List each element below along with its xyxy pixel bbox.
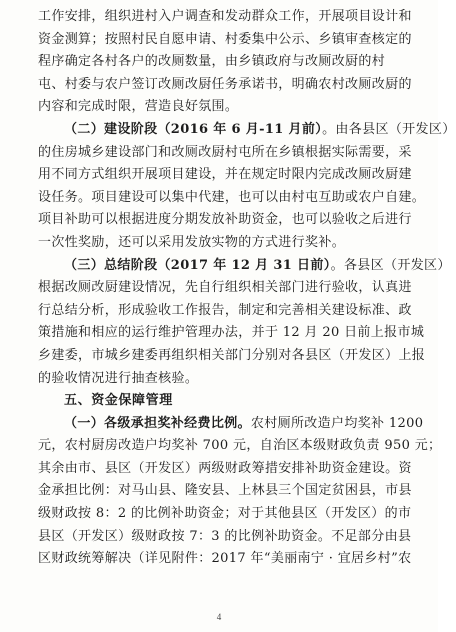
text-line: 县区（开发区）级财政按 7：3 的比例补助资金。不足部分由县 bbox=[38, 528, 412, 544]
paragraph-first-line bbox=[38, 255, 451, 278]
paragraph-preparation-continued bbox=[38, 6, 410, 119]
text-line: 的住房城乡建设部门和改厕改厨村屯所在乡镇根据实际需要，采 bbox=[38, 144, 412, 160]
text-line: 的验收情况进行抽查核验。 bbox=[38, 370, 199, 386]
text-line: 屯、村委与农户签订改厕改厨任务承诺书，明确农村改厕改厨的 bbox=[38, 76, 412, 92]
text-line: 内容和完成时限，营造良好氛围。 bbox=[38, 99, 239, 115]
text-line: 工作安排，组织进村入户调查和发动群众工作，开展项目设计和 bbox=[38, 9, 412, 24]
page-number: 4 bbox=[216, 612, 222, 622]
document-body bbox=[38, 6, 456, 571]
funding-ratio-lead: 农村厕所改造户均奖补 1200 bbox=[250, 415, 424, 431]
text-line: 行总结分析，形成验收工作报告，制定和完善相关建设标准、政 bbox=[38, 302, 412, 318]
text-line: 设任务。项目建设可以集中代建，也可以由村屯互助或农户自建。 bbox=[38, 189, 426, 205]
paragraph-first-line bbox=[38, 413, 424, 436]
text-line: 元，农村厨房改造户均奖补 700 元，自治区本级财政负责 950 元； bbox=[38, 438, 442, 454]
text-line: 用不同方式组织开展项目建设，并在规定时限内完成改厕改厨建 bbox=[38, 167, 412, 183]
text-line: 区财政统筹解决（详见附件：2017 年“美丽南宁 · 宜居乡村”农 bbox=[38, 551, 412, 567]
text-line: 级财政按 8：2 的比例补助资金；对于其他县区（开发区）的市 bbox=[38, 506, 412, 522]
text-line: 其余由市、县区（开发区）两级财政筹措安排补助资金建设。资 bbox=[38, 460, 412, 476]
funding-ratio-heading: （一）各级承担奖补经费比例。 bbox=[64, 415, 251, 431]
text-line: 乡建委，市城乡建委再组织相关部门分别对各县区（开发区）上报 bbox=[38, 347, 426, 363]
text-line: 程序确定各村各户的改厕数量，由乡镇政府与改厕改厨的村 bbox=[38, 54, 386, 70]
text-line: 项目补助可以根据进度分期发放补助资金，也可以验收之后进行 bbox=[38, 212, 412, 228]
summary-stage-lead: 。各县区（开发区） bbox=[330, 257, 451, 273]
paragraph-first-line bbox=[38, 119, 456, 142]
text-line: 策措施和相应的运行维护管理办法，并于 12 月 20 日前上报市城 bbox=[38, 325, 425, 341]
construction-stage-lead: 。由各县区（开发区） bbox=[322, 121, 456, 137]
text-line: 金承担比例：对马山县、隆安县、上林县三个国定贫困县，市县 bbox=[38, 483, 412, 499]
section-heading: 五、资金保障管理 bbox=[64, 393, 173, 409]
text-line: 资金测算；按照村民自愿申请、村委集中公示、乡镇审查核定的 bbox=[38, 31, 412, 47]
paragraph-funding-ratio bbox=[38, 413, 442, 571]
text-line: 一次性奖励，还可以采用发放实物的方式进行奖补。 bbox=[38, 234, 346, 250]
summary-stage-heading: （三）总结阶段（2017 年 12 月 31 日前） bbox=[64, 257, 331, 273]
text-line: 根据改厕改厨建设情况，先自行组织相关部门进行验收，认真进 bbox=[38, 280, 412, 296]
paragraph-construction-stage bbox=[38, 119, 456, 255]
construction-stage-heading: （二）建设阶段（2016 年 6 月-11 月前） bbox=[64, 121, 323, 137]
paragraph-summary-stage bbox=[38, 255, 451, 391]
